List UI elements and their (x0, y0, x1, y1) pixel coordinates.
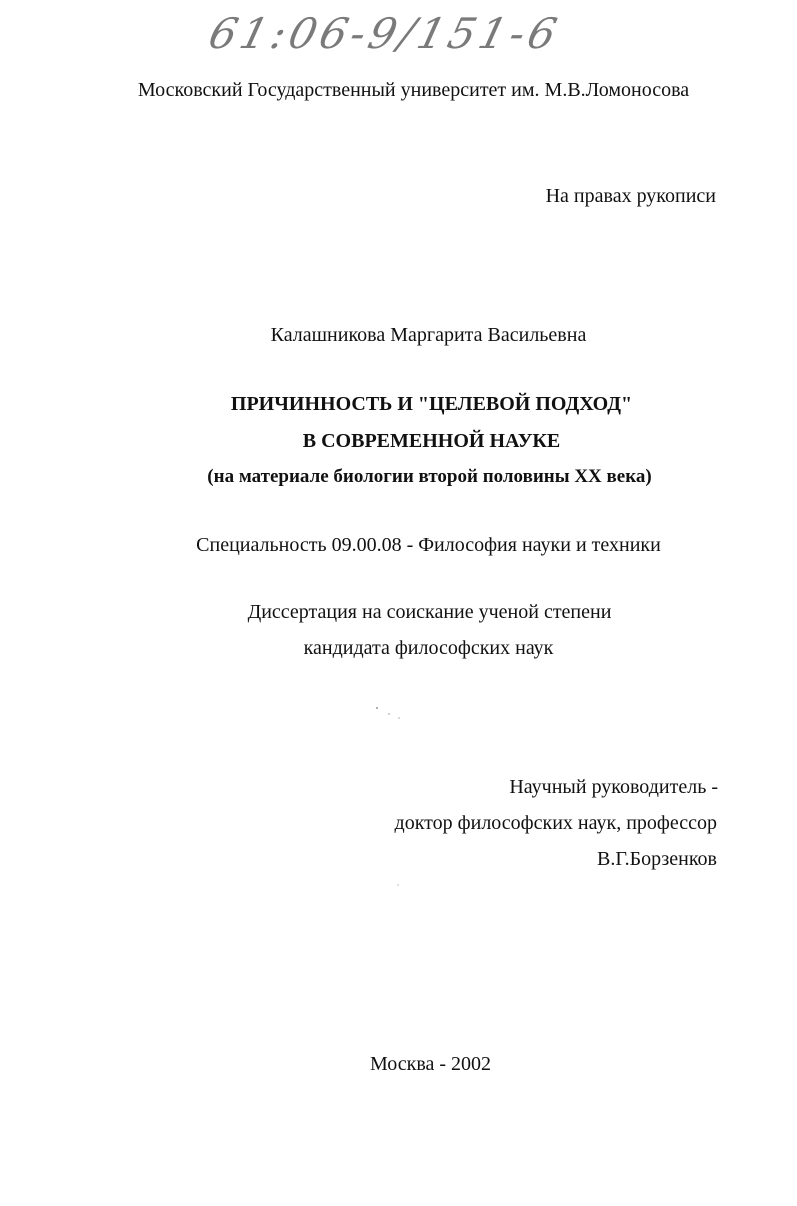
place-and-year: Москва - 2002 (369, 1053, 492, 1075)
dissertation-subtitle: (на материале биологии второй половины XX века) (207, 466, 652, 487)
university-name: Московский Государственный университет им. М.В.Ломоносова (137, 79, 690, 101)
scan-speck (376, 707, 378, 709)
supervisor-credentials: доктор философских наук, профессор (394, 812, 717, 834)
scan-speck (388, 713, 390, 715)
scan-speck (397, 884, 399, 886)
dissertation-title-line1: ПРИЧИННОСТЬ И "ЦЕЛЕВОЙ ПОДХОД" (230, 393, 633, 415)
author-name: Калашникова Маргарита Васильевна (270, 324, 587, 346)
archive-handwritten-mark: 61:06-9/151-6 (204, 9, 566, 58)
supervisor-name: В.Г.Борзенков (597, 848, 717, 870)
dissertation-title-line2: В СОВРЕМЕННОЙ НАУКЕ (302, 430, 561, 452)
degree-line1: Диссертация на соискание ученой степени (247, 601, 612, 623)
scan-speck (398, 717, 400, 719)
degree-line2: кандидата философских наук (303, 637, 554, 659)
specialty: Специальность 09.00.08 - Философия науки и техники (196, 534, 661, 556)
manuscript-note: На правах рукописи (545, 185, 716, 207)
supervisor-role: Научный руководитель - (509, 776, 718, 798)
